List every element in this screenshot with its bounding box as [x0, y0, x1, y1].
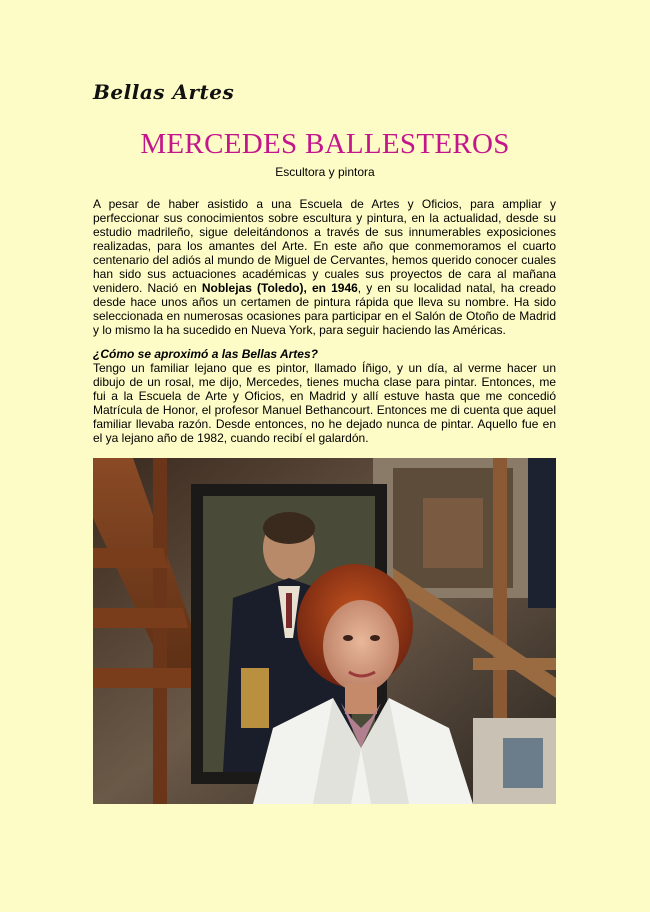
- interview-question: ¿Cómo se aproximó a las Bellas Artes?: [93, 347, 318, 361]
- article-title: MERCEDES BALLESTEROS: [140, 128, 510, 160]
- birthplace-bold: Noblejas (Toledo), en 1946: [201, 281, 358, 295]
- artist-portrait-photo: [93, 458, 556, 804]
- article-subtitle: Escultora y pintora: [275, 165, 375, 179]
- intro-text-end: , y en su localidad natal, ha creado desde hace unos años un certamen de pintura rápida que lleva su nombre. Ha sido seleccionada en numerosas ocasiones para participar en el Salón de Otoño de Madrid y lo mismo la ha sucedido en Nueva York, para seguir haciendo las Américas.: [93, 281, 556, 337]
- section-label: Bellas Artes: [93, 80, 235, 104]
- intro-paragraph: [93, 197, 556, 337]
- intro-text-start: A pesar de haber asistido a una Escuela de Artes y Oficios, para ampliar y perfeccionar sus conocimientos sobre escultura y pintura, en la actualidad, desde su estudio madrileño, sigue deleitándonos a través de sus innumerables exposiciones realizadas, para los amantes del Arte. En este año que conmemoramos el cuarto centenario del adiós al mundo de Miguel de Cervantes, hemos querido conocer cuales han sido sus actuaciones académicas y cuales sus proyectos de cara al mañana venidero. Nació en: [93, 197, 556, 295]
- interview-answer: Tengo un familiar lejano que es pintor, llamado Íñigo, y un día, al verme hacer un dibujo de un rosal, me dijo, Mercedes, tienes mucha clase para pintar. Entonces, me fui a la Escuela de Arte y Oficios, en Madrid y allí estuve hasta que me concedió Matrícula de Honor, el profesor Manuel Bethancourt. Entonces me di cuenta que aquel familiar llevaba razón. Desde entonces, no he dejado nunca de pintar. Aquello fue en el ya lejano año de 1982, cuando recibí el galardón.: [93, 361, 556, 445]
